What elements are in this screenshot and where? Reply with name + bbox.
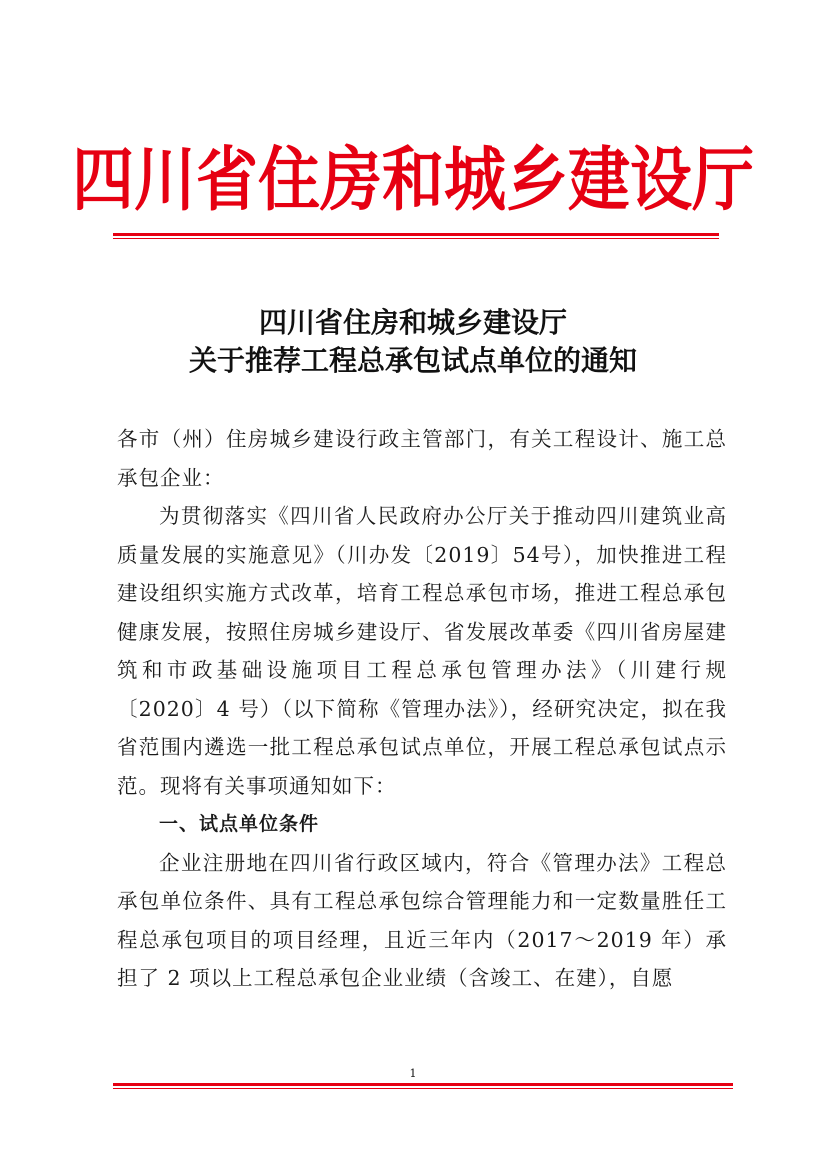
document-title-line-1: 四川省住房和城乡建设厅 bbox=[258, 306, 567, 339]
header-red-rule-thick bbox=[113, 233, 719, 236]
page-number: 1 bbox=[409, 1067, 417, 1080]
intro-paragraph: 为贯彻落实《四川省人民政府办公厅关于推动四川建筑业高质量发展的实施意见》（川办发〔2019〕54号），加快推进工程建设组织实施方式改革，培育工程总承包市场，推进工程总承包健康发展，按照住房城乡建设厅、省发展改革委《四川省房屋建筑和市政基础设施项目工程总承包管理办法》（川建行规〔2020〕4 号）（以下简称《管理办法》），经研究决定，拟在我省范围内遴选一批工程总承包试点单位，开展工程总承包试点示范。现将有关事项通知如下： bbox=[117, 504, 727, 798]
header-red-rule-thin bbox=[113, 238, 719, 239]
footer-red-rule-thick bbox=[113, 1083, 733, 1086]
document-body bbox=[117, 420, 727, 998]
masthead-title: 四川省住房和城乡建设厅 bbox=[71, 138, 754, 221]
salutation: 各市（州）住房城乡建设行政主管部门，有关工程设计、施工总承包企业： bbox=[117, 427, 727, 490]
document-title-line-2: 关于推荐工程总承包试点单位的通知 bbox=[188, 344, 637, 377]
section-heading-1: 一、试点单位条件 bbox=[159, 813, 320, 835]
footer-red-rule-thin bbox=[113, 1088, 733, 1089]
section-paragraph-1: 企业注册地在四川省行政区域内，符合《管理办法》工程总承包单位条件、具有工程总承包综合管理能力和一定数量胜任工程总承包项目的项目经理，且近三年内（2017～2019 年）承担了 2 项以上工程总承包企业业绩（含竣工、在建），自愿 bbox=[117, 850, 727, 990]
